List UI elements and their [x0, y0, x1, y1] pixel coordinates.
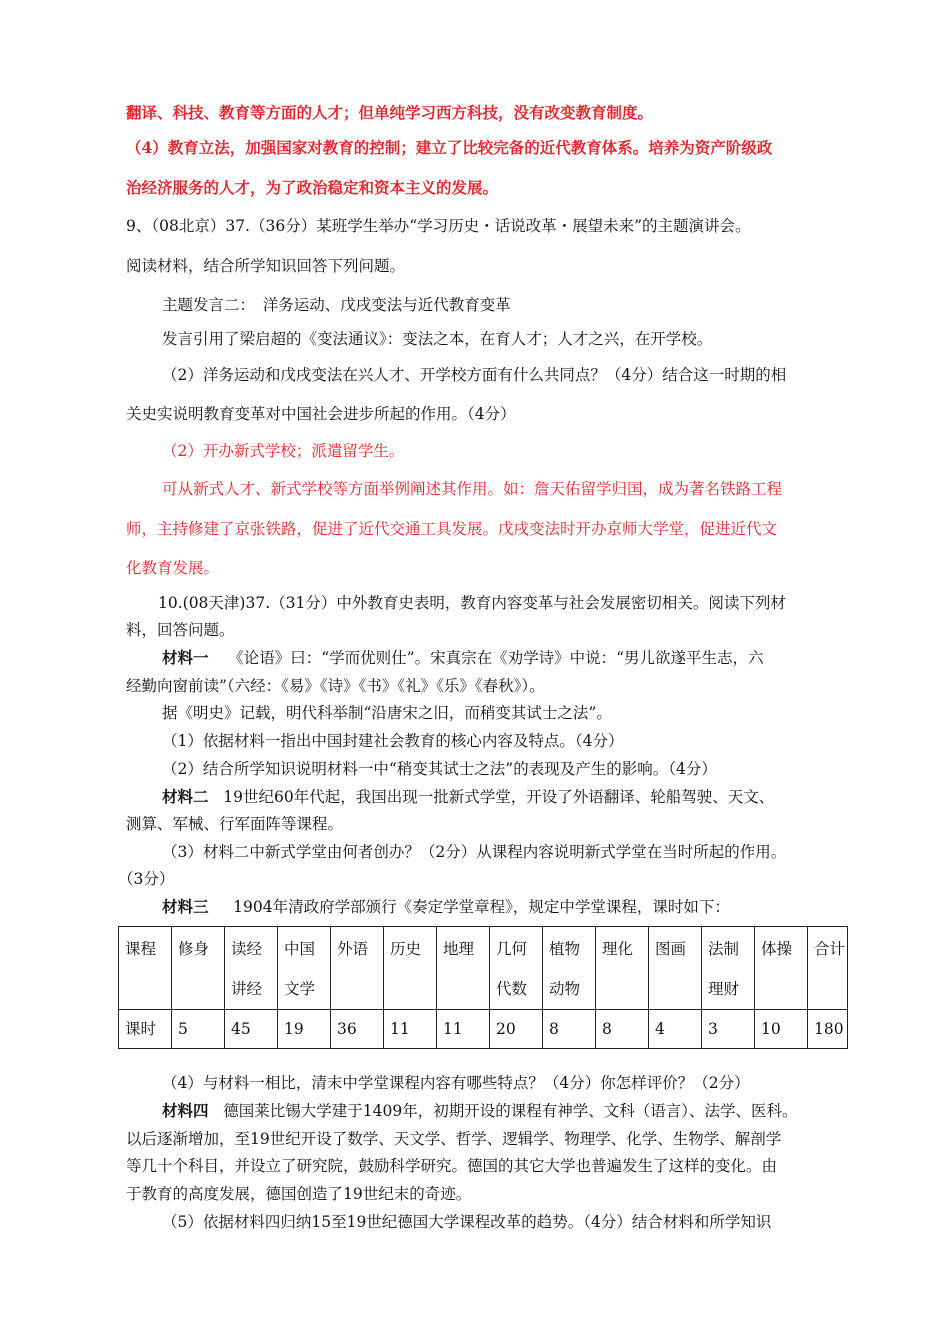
answer-line: （4）教育立法，加强国家对教育的控制；建立了比较完备的近代教育体系。培养为资产阶级政 [126, 138, 773, 157]
table-cell: 19 [278, 1010, 331, 1049]
answer-line: 师，主持修建了京张铁路，促进了近代交通工具发展。戊戌变法时开办京师大学堂，促进近代文 [126, 520, 778, 538]
table-cell: 中国 文学 [278, 927, 331, 1010]
table-header-row [119, 927, 848, 1010]
table-cell: 地理 [437, 927, 490, 1010]
table-cell: 45 [225, 1010, 278, 1049]
sub-question: （1）依据材料一指出中国封建社会教育的核心内容及特点。（4分） [162, 732, 624, 750]
material-text: 《论语》曰：“学而优则仕”。宋真宗在《劝学诗》中说：“男儿欲遂平生志，六 [228, 649, 764, 667]
sub-question: （2）结合所学知识说明材料一中“稍变其试士之法”的表现及产生的影响。（4分） [162, 760, 717, 778]
table-cell: 植物 动物 [543, 927, 596, 1010]
material-label: 材料一 [162, 648, 209, 667]
material-four [162, 1101, 798, 1121]
body-line: 主题发言二： 洋务运动、戊戌变法与近代教育变革 [162, 296, 511, 314]
question-heading: 9、（08北京）37.（36分）某班学生举办“学习历史・话说改革・展望未来”的主题演讲会。 [126, 217, 751, 235]
body-line: （3分） [118, 870, 175, 888]
material-three [162, 897, 730, 917]
answer-line: 化教育发展。 [126, 559, 220, 577]
sub-question: （2）洋务运动和戊戌变法在兴人才、开学校方面有什么共同点？（4分）结合这一时期的相 [162, 366, 787, 384]
table-cell: 8 [543, 1010, 596, 1049]
body-line: 经勤向窗前读”（六经：《易》《诗》《书》《礼》《乐》《春秋》）。 [126, 677, 545, 695]
table-cell: 180 [808, 1010, 848, 1049]
table-row [119, 1010, 848, 1049]
table-cell: 11 [437, 1010, 490, 1049]
table-cell: 3 [702, 1010, 755, 1049]
material-text: 1904年清政府学部颁行《奏定学堂章程》，规定中学堂课程，课时如下： [233, 898, 730, 916]
table-cell: 36 [331, 1010, 384, 1049]
course-hours-table [118, 926, 848, 1049]
body-line: 据《明史》记载，明代科举制“沿唐宋之旧，而稍变其试士之法”。 [162, 704, 612, 722]
question-heading: 10.(08天津)37.（31分）中外教育史表明，教育内容变革与社会发展密切相关。阅读下列材 [158, 594, 786, 612]
sub-question: （4）与材料一相比，清末中学堂课程内容有哪些特点？（4分）你怎样评价？（2分） [162, 1074, 750, 1092]
table-cell: 历史 [384, 927, 437, 1010]
sub-question: （5）依据材料四归纳15至19世纪德国大学课程改革的趋势。（4分）结合材料和所学知识 [162, 1213, 772, 1231]
table-cell: 8 [596, 1010, 649, 1049]
table-cell: 课程 [119, 927, 172, 1010]
table-cell: 体操 [755, 927, 808, 1010]
table-cell: 10 [755, 1010, 808, 1049]
body-line: 发言引用了梁启超的《变法通议》：变法之本，在育人才；人才之兴，在开学校。 [162, 330, 713, 348]
answer-line: 可从新式人才、新式学校等方面举例阐述其作用。如：詹天佑留学归国，成为著名铁路工程 [162, 480, 783, 498]
material-text: 19世纪60年代起，我国出现一批新式学堂，开设了外语翻译、轮船驾驶、天文、 [223, 788, 775, 806]
table-cell: 理化 [596, 927, 649, 1010]
body-line: 以后逐渐增加，至19世纪开设了数学、天文学、哲学、逻辑学、物理学、化学、生物学、解剖学 [126, 1130, 782, 1148]
material-two [162, 787, 774, 807]
answer-line: 翻译、科技、教育等方面的人才；但单纯学习西方科技，没有改变教育制度。 [126, 103, 654, 122]
table-cell: 外语 [331, 927, 384, 1010]
answer-line: 治经济服务的人才，为了政治稳定和资本主义的发展。 [126, 178, 499, 197]
material-label: 材料三 [162, 897, 209, 916]
sub-question: （3）材料二中新式学堂由何者创办？（2分）从课程内容说明新式学堂在当时所起的作用。 [162, 843, 787, 861]
table-cell: 5 [172, 1010, 225, 1049]
table-cell: 修身 [172, 927, 225, 1010]
body-line: 料，回答问题。 [126, 621, 235, 639]
table-cell: 读经 讲经 [225, 927, 278, 1010]
table-cell: 4 [649, 1010, 702, 1049]
table-cell: 课时 [119, 1010, 172, 1049]
body-line: 阅读材料，结合所学知识回答下列问题。 [126, 257, 406, 275]
answer-line: （2）开办新式学校；派遣留学生。 [162, 442, 405, 460]
table-cell: 11 [384, 1010, 437, 1049]
material-text: 德国莱比锡大学建于1409年，初期开设的课程有神学、文科（语言）、法学、医科。 [223, 1102, 798, 1120]
body-line: 等几十个科目，并设立了研究院，鼓励科学研究。德国的其它大学也普遍发生了这样的变化。由 [126, 1157, 778, 1175]
sub-question: 关史实说明教育变革对中国社会进步所起的作用。（4分） [126, 405, 516, 423]
material-label: 材料二 [162, 787, 209, 806]
body-line: 测算、军械、行军面阵等课程。 [126, 815, 344, 833]
table-cell: 法制 理财 [702, 927, 755, 1010]
material-one [162, 648, 764, 668]
material-label: 材料四 [162, 1101, 209, 1120]
body-line: 于教育的高度发展，德国创造了19世纪末的奇迹。 [126, 1185, 472, 1203]
table-cell: 20 [490, 1010, 543, 1049]
table-cell: 合计 [808, 927, 848, 1010]
table-cell: 图画 [649, 927, 702, 1010]
table-cell: 几何 代数 [490, 927, 543, 1010]
